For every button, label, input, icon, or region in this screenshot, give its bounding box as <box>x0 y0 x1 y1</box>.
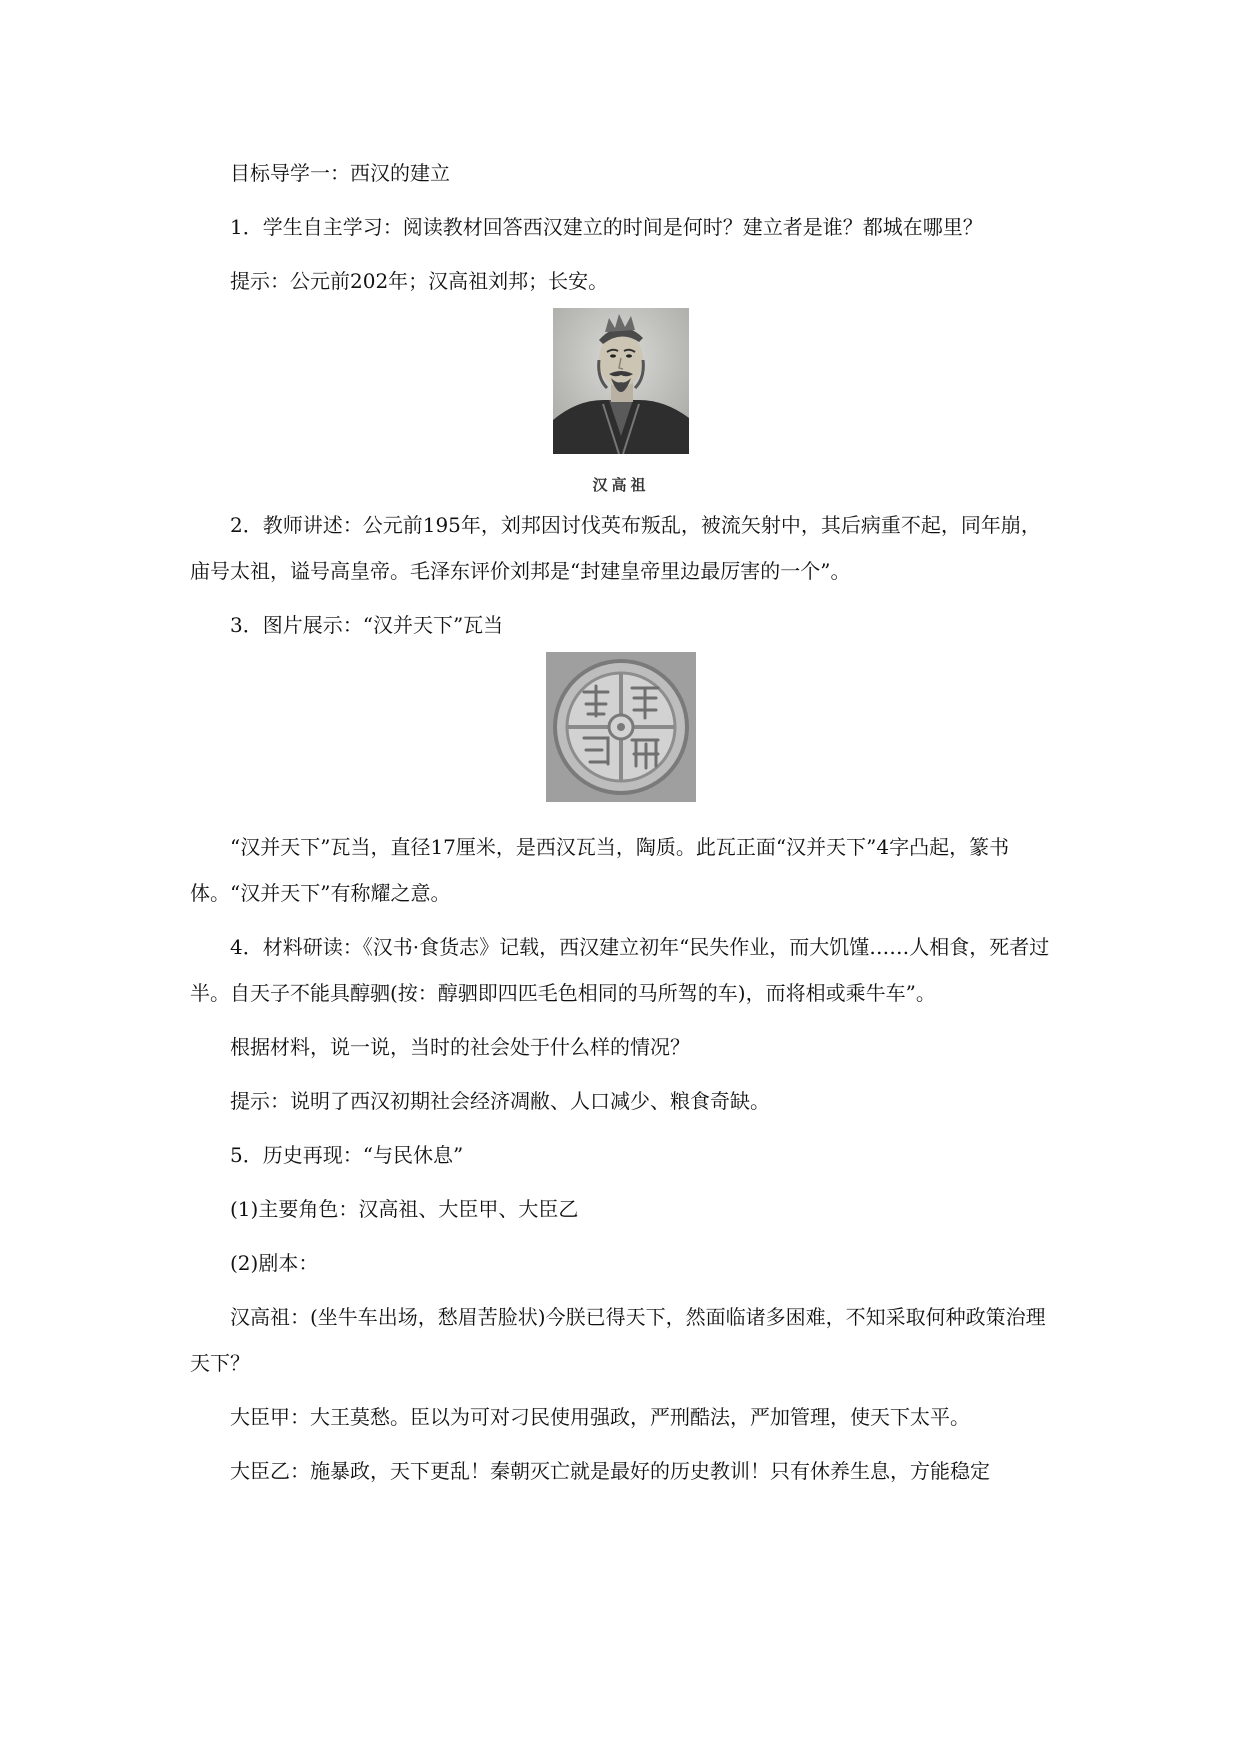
portrait-icon <box>553 308 689 496</box>
roles-line: (1)主要角色：汉高祖、大臣甲、大臣乙 <box>230 1197 579 1221</box>
section-heading: 目标导学一：西汉的建立 <box>230 161 450 185</box>
document-body <box>190 150 1052 1502</box>
script-line-gaozu: 汉高祖：(坐牛车出场，愁眉苦脸状)今朕已得天下，然面临诸多困难，不知采取何种政策治理天下？ <box>190 1305 1046 1375</box>
script-label: (2)剧本： <box>230 1251 319 1275</box>
answer-1: 提示：公元前202年；汉高祖刘邦；长安。 <box>230 269 609 293</box>
paragraph-2: 2．教师讲述：公元前195年，刘邦因讨伐英布叛乱，被流矢射中，其后病重不起，同年崩，庙号太祖，谥号高皇帝。毛泽东评价刘邦是“封建皇帝里边最厉害的一个”。 <box>190 513 1041 583</box>
answer-4: 提示：说明了西汉初期社会经济凋敝、人口减少、粮食奇缺。 <box>230 1089 770 1113</box>
script-line-minister-b: 大臣乙：施暴政，天下更乱！秦朝灭亡就是最好的历史教训！只有休养生息，方能稳定 <box>230 1459 990 1483</box>
question-4: 根据材料，说一说，当时的社会处于什么样的情况？ <box>230 1035 690 1059</box>
paragraph-4: 4．材料研读：《汉书·食货志》记载，西汉建立初年“民失作业，而大饥馑……人相食，死者过半。自天子不能具醇驷(按：醇驷即四匹毛色相同的马所驾的车)，而将相或乘牛车”。 <box>190 935 1050 1005</box>
han-bing-tianxia-tile-image <box>546 652 696 802</box>
paragraph-3: 3．图片展示：“汉并天下”瓦当 <box>230 613 504 637</box>
figure-caption: 汉高祖 <box>592 476 650 494</box>
figure-han-gaozu <box>190 308 1052 496</box>
question-1: 1．学生自主学习：阅读教材回答西汉建立的时间是何时？建立者是谁？都城在哪里？ <box>230 215 983 239</box>
tile-description: “汉并天下”瓦当，直径17厘米，是西汉瓦当，陶质。此瓦正面“汉并天下”4字凸起，篆书体。“汉并天下”有称耀之意。 <box>190 835 1010 905</box>
figure-tile-end <box>190 652 1052 818</box>
paragraph-5: 5．历史再现：“与民休息” <box>230 1143 464 1167</box>
tile-end-icon <box>546 652 696 818</box>
script-line-minister-a: 大臣甲：大王莫愁。臣以为可对刁民使用强政，严刑酷法，严加管理，使天下太平。 <box>230 1405 970 1429</box>
han-gaozu-portrait-image <box>553 308 689 454</box>
